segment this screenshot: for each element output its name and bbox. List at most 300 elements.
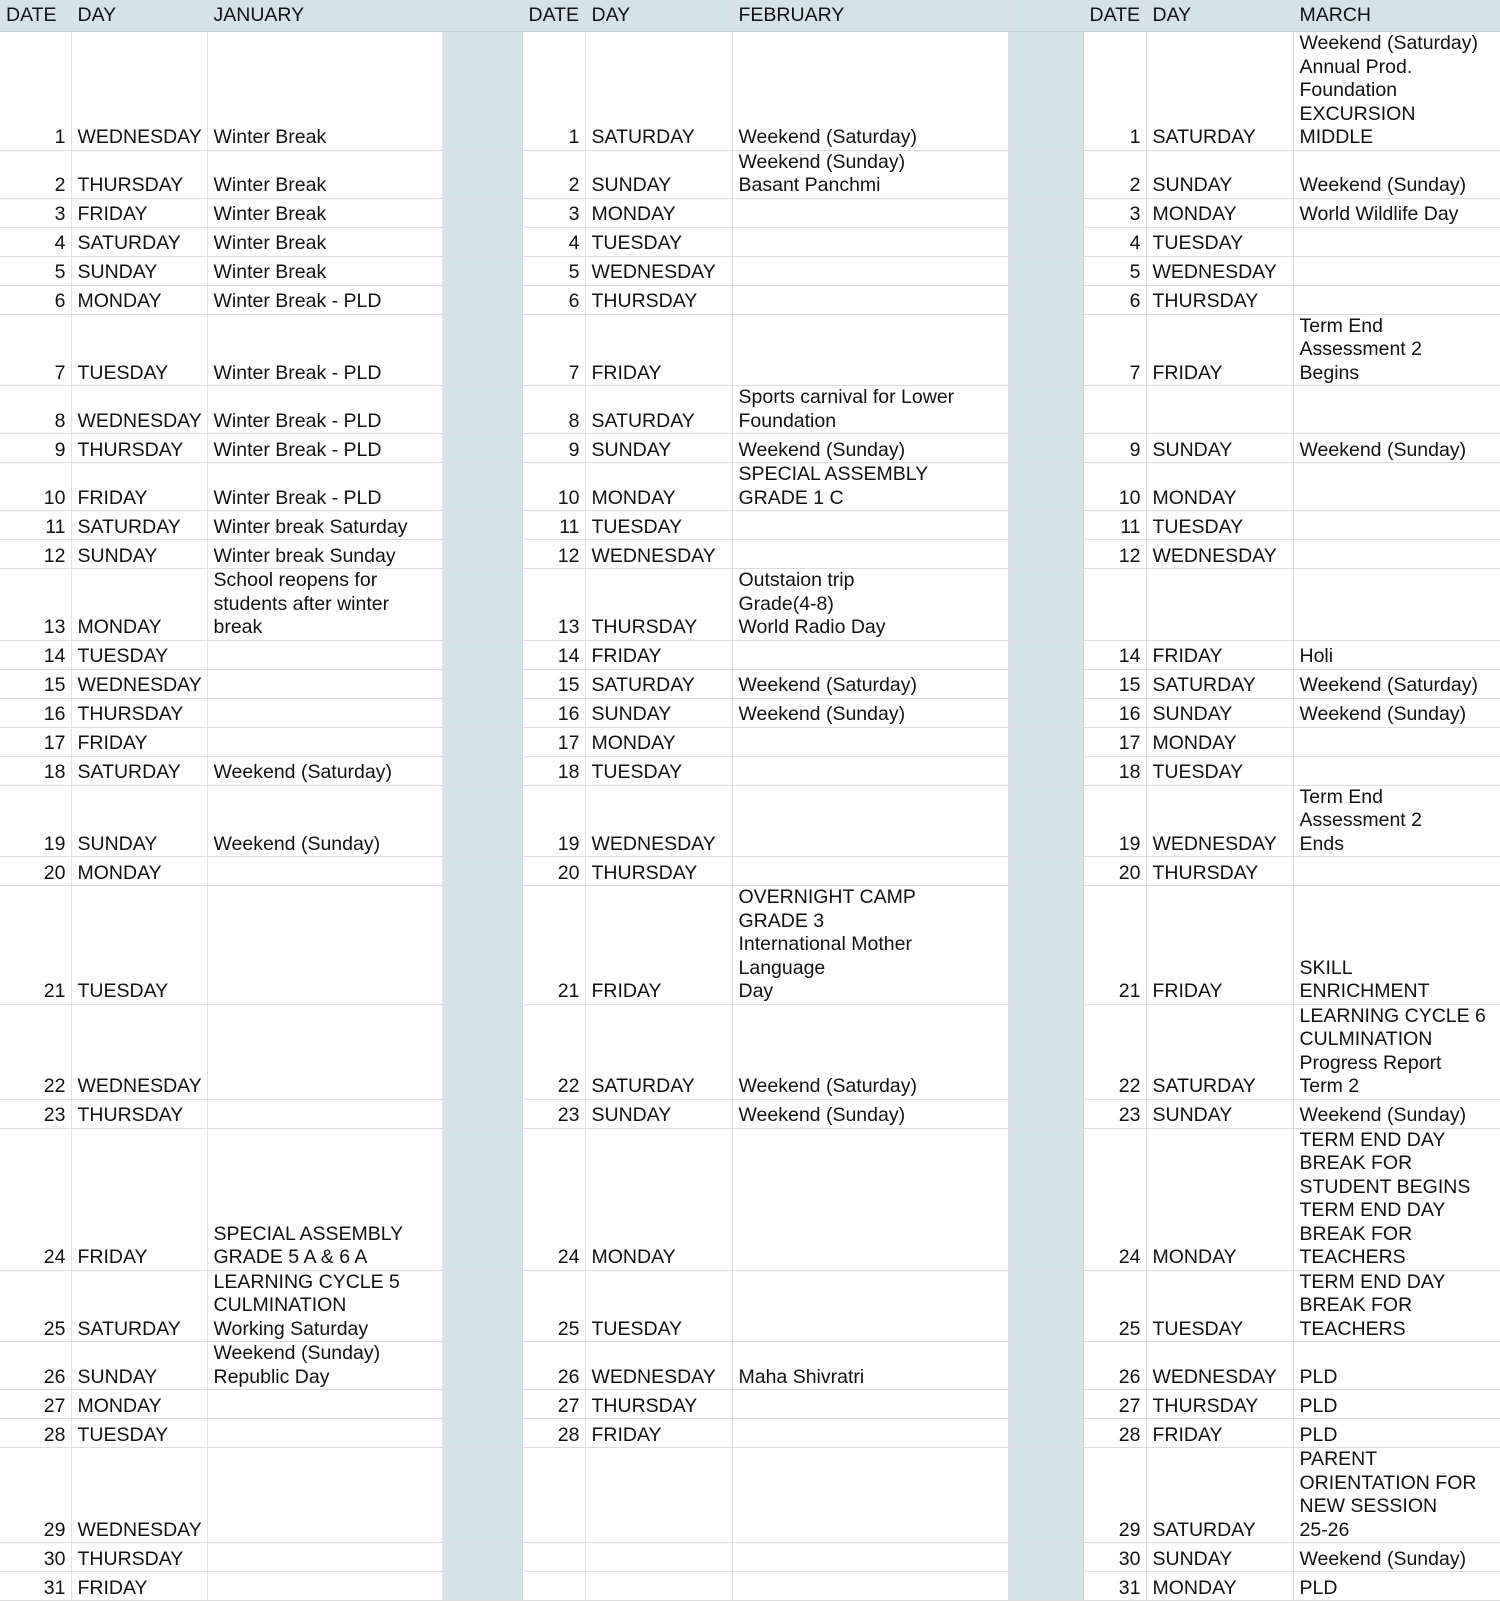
cell-events[interactable]: Winter Break [207,150,442,198]
cell-date[interactable]: 9 [522,434,585,463]
cell-events[interactable] [732,1128,1008,1270]
cell-day[interactable]: MONDAY [71,285,207,314]
cell-day[interactable]: SUNDAY [585,1099,732,1128]
cell-events[interactable] [207,1390,442,1419]
cell-day[interactable]: TUESDAY [1146,756,1293,785]
cell-date[interactable]: 24 [1083,1128,1146,1270]
cell-events[interactable]: Winter Break - PLD [207,463,442,511]
separator-cell[interactable] [442,198,522,227]
cell-day[interactable]: FRIDAY [585,640,732,669]
cell-date[interactable]: 21 [0,886,71,1005]
cell-date[interactable]: 17 [0,727,71,756]
cell-date[interactable]: 29 [1083,1448,1146,1543]
cell-events[interactable] [1293,756,1500,785]
cell-date[interactable]: 4 [1083,227,1146,256]
cell-day[interactable]: THURSDAY [1146,285,1293,314]
cell-events[interactable]: Weekend (Sunday) [1293,698,1500,727]
separator-cell[interactable] [1008,1099,1083,1128]
cell-events[interactable]: Weekend (Saturday) [732,1004,1008,1099]
cell-day[interactable]: MONDAY [1146,463,1293,511]
cell-day[interactable]: MONDAY [71,857,207,886]
separator-cell[interactable] [1008,32,1083,151]
cell-date[interactable]: 27 [522,1390,585,1419]
cell-events[interactable] [1293,727,1500,756]
cell-day[interactable]: MONDAY [1146,1572,1293,1601]
cell-day[interactable]: SATURDAY [1146,669,1293,698]
separator-cell[interactable] [442,434,522,463]
cell-day[interactable] [585,1543,732,1572]
separator-cell[interactable] [1008,886,1083,1005]
cell-events[interactable]: PLD [1293,1342,1500,1390]
cell-date[interactable]: 8 [0,386,71,434]
cell-date[interactable]: 4 [522,227,585,256]
cell-day[interactable]: TUESDAY [585,511,732,540]
cell-date[interactable]: 15 [1083,669,1146,698]
separator-cell[interactable] [1008,150,1083,198]
cell-date[interactable]: 1 [522,32,585,151]
cell-events[interactable]: Winter Break [207,227,442,256]
cell-date[interactable] [522,1543,585,1572]
cell-events[interactable] [732,1270,1008,1342]
cell-day[interactable]: SUNDAY [1146,1543,1293,1572]
cell-day[interactable]: WEDNESDAY [1146,1342,1293,1390]
cell-events[interactable]: SPECIAL ASSEMBLY GRADE 1 C [732,463,1008,511]
cell-day[interactable]: SATURDAY [71,1270,207,1342]
separator-cell[interactable] [442,569,522,641]
cell-day[interactable]: FRIDAY [585,314,732,386]
cell-date[interactable]: 30 [1083,1543,1146,1572]
cell-day[interactable]: THURSDAY [1146,1390,1293,1419]
cell-day[interactable]: TUESDAY [71,886,207,1005]
column-header-events[interactable]: MARCH [1293,0,1500,32]
separator-cell[interactable] [442,1270,522,1342]
column-header-events[interactable]: JANUARY [207,0,442,32]
cell-day[interactable]: THURSDAY [585,1390,732,1419]
cell-day[interactable]: WEDNESDAY [71,32,207,151]
cell-events[interactable]: World Wildlife Day [1293,198,1500,227]
column-header-day[interactable]: DAY [1146,0,1293,32]
cell-day[interactable]: FRIDAY [1146,886,1293,1005]
cell-day[interactable]: THURSDAY [585,857,732,886]
cell-day[interactable]: MONDAY [1146,1128,1293,1270]
cell-date[interactable]: 25 [522,1270,585,1342]
cell-date[interactable]: 6 [1083,285,1146,314]
cell-date[interactable]: 10 [522,463,585,511]
cell-events[interactable]: PLD [1293,1390,1500,1419]
cell-events[interactable] [207,640,442,669]
cell-events[interactable] [207,1543,442,1572]
cell-events[interactable] [207,1099,442,1128]
separator-cell[interactable] [442,640,522,669]
cell-day[interactable]: SATURDAY [585,1004,732,1099]
separator-cell[interactable] [1008,727,1083,756]
separator-cell[interactable] [442,511,522,540]
cell-day[interactable]: TUESDAY [585,1270,732,1342]
cell-events[interactable] [1293,386,1500,434]
cell-events[interactable]: TERM END DAY BREAK FOR TEACHERS [1293,1270,1500,1342]
cell-events[interactable] [1293,256,1500,285]
cell-day[interactable]: FRIDAY [71,1128,207,1270]
separator-cell[interactable] [1008,569,1083,641]
cell-date[interactable]: 12 [0,540,71,569]
cell-day[interactable]: SATURDAY [585,669,732,698]
cell-events[interactable]: Winter Break - PLD [207,314,442,386]
cell-events[interactable] [732,285,1008,314]
cell-date[interactable]: 19 [1083,785,1146,857]
separator-cell[interactable] [1008,1270,1083,1342]
cell-events[interactable]: OVERNIGHT CAMP GRADE 3 International Mother Language Day [732,886,1008,1005]
cell-events[interactable] [207,1448,442,1543]
cell-day[interactable]: SATURDAY [71,511,207,540]
cell-date[interactable]: 14 [1083,640,1146,669]
cell-day[interactable] [585,1572,732,1601]
cell-day[interactable]: TUESDAY [71,640,207,669]
cell-events[interactable] [207,669,442,698]
cell-events[interactable]: Weekend (Sunday) [1293,1543,1500,1572]
cell-day[interactable]: MONDAY [585,1128,732,1270]
cell-date[interactable]: 22 [1083,1004,1146,1099]
cell-events[interactable]: Weekend (Saturday) Annual Prod. Foundation EXCURSION MIDDLE [1293,32,1500,151]
separator-cell[interactable] [1008,1572,1083,1601]
cell-day[interactable]: WEDNESDAY [71,1004,207,1099]
cell-date[interactable]: 11 [522,511,585,540]
cell-date[interactable] [1083,386,1146,434]
cell-day[interactable]: SUNDAY [71,785,207,857]
cell-date[interactable]: 15 [522,669,585,698]
cell-date[interactable]: 18 [0,756,71,785]
separator-cell[interactable] [1008,511,1083,540]
cell-day[interactable]: TUESDAY [1146,227,1293,256]
cell-events[interactable] [1293,511,1500,540]
cell-events[interactable]: LEARNING CYCLE 5 CULMINATION Working Saturday [207,1270,442,1342]
cell-date[interactable]: 1 [1083,32,1146,151]
cell-events[interactable]: Winter break Saturday [207,511,442,540]
cell-day[interactable]: MONDAY [1146,727,1293,756]
separator-cell[interactable] [1008,1419,1083,1448]
cell-day[interactable]: MONDAY [1146,198,1293,227]
column-header-date[interactable]: DATE [522,0,585,32]
cell-events[interactable] [732,198,1008,227]
separator-cell[interactable] [1008,1004,1083,1099]
cell-day[interactable]: MONDAY [71,1390,207,1419]
cell-day[interactable]: SATURDAY [1146,32,1293,151]
cell-date[interactable]: 27 [1083,1390,1146,1419]
cell-day[interactable]: SUNDAY [1146,1099,1293,1128]
cell-date[interactable]: 19 [522,785,585,857]
cell-date[interactable]: 28 [522,1419,585,1448]
cell-day[interactable] [1146,386,1293,434]
cell-date[interactable]: 14 [0,640,71,669]
separator-cell[interactable] [442,698,522,727]
separator-cell[interactable] [442,314,522,386]
cell-day[interactable]: FRIDAY [585,886,732,1005]
separator-cell[interactable] [1008,1448,1083,1543]
separator-cell[interactable] [1008,285,1083,314]
cell-day[interactable]: SUNDAY [585,434,732,463]
cell-date[interactable]: 28 [1083,1419,1146,1448]
cell-events[interactable] [732,1448,1008,1543]
cell-day[interactable]: SUNDAY [71,540,207,569]
cell-day[interactable]: FRIDAY [71,1572,207,1601]
cell-date[interactable]: 22 [522,1004,585,1099]
cell-date[interactable]: 26 [1083,1342,1146,1390]
cell-date[interactable]: 9 [0,434,71,463]
cell-events[interactable]: Sports carnival for Lower Foundation [732,386,1008,434]
cell-events[interactable]: SKILL ENRICHMENT [1293,886,1500,1005]
cell-day[interactable]: TUESDAY [1146,511,1293,540]
cell-events[interactable]: TERM END DAY BREAK FOR STUDENT BEGINS TERM END DAY BREAK FOR TEACHERS [1293,1128,1500,1270]
separator-cell[interactable] [1008,1342,1083,1390]
cell-date[interactable]: 26 [522,1342,585,1390]
cell-date[interactable]: 10 [1083,463,1146,511]
cell-day[interactable]: THURSDAY [585,569,732,641]
cell-date[interactable]: 2 [1083,150,1146,198]
separator-cell[interactable] [442,1572,522,1601]
cell-day[interactable]: TUESDAY [71,1419,207,1448]
cell-events[interactable]: School reopens for students after winter break [207,569,442,641]
cell-day[interactable]: WEDNESDAY [1146,785,1293,857]
separator-cell[interactable] [1008,540,1083,569]
cell-day[interactable]: THURSDAY [71,1099,207,1128]
cell-date[interactable]: 12 [522,540,585,569]
separator-cell[interactable] [1008,386,1083,434]
separator-cell[interactable] [1008,698,1083,727]
separator-cell[interactable] [442,1342,522,1390]
cell-events[interactable] [732,727,1008,756]
cell-events[interactable]: Weekend (Sunday) [732,1099,1008,1128]
cell-date[interactable]: 23 [522,1099,585,1128]
separator-cell[interactable] [442,1448,522,1543]
cell-events[interactable] [732,511,1008,540]
cell-day[interactable]: WEDNESDAY [585,540,732,569]
cell-day[interactable]: WEDNESDAY [585,785,732,857]
cell-day[interactable] [1146,569,1293,641]
cell-date[interactable]: 1 [0,32,71,151]
cell-day[interactable]: SATURDAY [585,32,732,151]
cell-events[interactable]: Weekend (Sunday) [1293,1099,1500,1128]
cell-events[interactable]: Weekend (Saturday) [732,669,1008,698]
cell-events[interactable]: Winter break Sunday [207,540,442,569]
cell-date[interactable]: 2 [522,150,585,198]
cell-date[interactable]: 22 [0,1004,71,1099]
cell-events[interactable]: Weekend (Saturday) [732,32,1008,151]
cell-events[interactable] [1293,540,1500,569]
cell-day[interactable]: SATURDAY [1146,1004,1293,1099]
separator-cell[interactable] [442,1128,522,1270]
cell-events[interactable]: PLD [1293,1572,1500,1601]
cell-events[interactable] [732,1390,1008,1419]
cell-date[interactable]: 5 [522,256,585,285]
cell-day[interactable]: MONDAY [585,463,732,511]
cell-date[interactable]: 17 [1083,727,1146,756]
cell-events[interactable] [207,886,442,1005]
cell-events[interactable] [732,227,1008,256]
separator-header[interactable] [1008,0,1083,32]
cell-day[interactable]: THURSDAY [71,150,207,198]
cell-day[interactable]: SUNDAY [1146,150,1293,198]
cell-day[interactable]: SATURDAY [585,386,732,434]
cell-events[interactable]: SPECIAL ASSEMBLY GRADE 5 A & 6 A [207,1128,442,1270]
cell-events[interactable] [1293,569,1500,641]
cell-events[interactable] [732,756,1008,785]
cell-events[interactable] [207,727,442,756]
cell-events[interactable] [732,640,1008,669]
cell-date[interactable]: 9 [1083,434,1146,463]
cell-day[interactable]: SATURDAY [71,227,207,256]
cell-date[interactable]: 25 [1083,1270,1146,1342]
cell-events[interactable] [732,314,1008,386]
cell-day[interactable]: TUESDAY [585,227,732,256]
cell-events[interactable]: Weekend (Sunday) Basant Panchmi [732,150,1008,198]
cell-events[interactable] [207,1572,442,1601]
cell-events[interactable]: Winter Break - PLD [207,285,442,314]
cell-events[interactable]: Winter Break [207,256,442,285]
cell-date[interactable]: 6 [522,285,585,314]
cell-date[interactable]: 2 [0,150,71,198]
cell-date[interactable]: 5 [0,256,71,285]
separator-cell[interactable] [1008,1390,1083,1419]
cell-day[interactable]: MONDAY [585,198,732,227]
separator-cell[interactable] [442,256,522,285]
cell-events[interactable] [1293,227,1500,256]
cell-day[interactable]: SUNDAY [71,256,207,285]
separator-cell[interactable] [442,857,522,886]
cell-events[interactable]: Winter Break - PLD [207,386,442,434]
cell-date[interactable]: 8 [522,386,585,434]
cell-events[interactable]: Term End Assessment 2 Begins [1293,314,1500,386]
cell-date[interactable]: 5 [1083,256,1146,285]
separator-cell[interactable] [1008,1128,1083,1270]
cell-day[interactable]: WEDNESDAY [1146,540,1293,569]
separator-cell[interactable] [442,1390,522,1419]
cell-day[interactable]: SUNDAY [1146,698,1293,727]
cell-day[interactable]: THURSDAY [585,285,732,314]
cell-date[interactable]: 3 [1083,198,1146,227]
cell-events[interactable] [732,857,1008,886]
cell-date[interactable]: 20 [1083,857,1146,886]
column-header-day[interactable]: DAY [71,0,207,32]
separator-cell[interactable] [442,1004,522,1099]
cell-date[interactable]: 16 [0,698,71,727]
column-header-events[interactable]: FEBRUARY [732,0,1008,32]
cell-date[interactable] [522,1572,585,1601]
separator-cell[interactable] [1008,198,1083,227]
cell-date[interactable]: 7 [1083,314,1146,386]
cell-date[interactable]: 11 [1083,511,1146,540]
separator-cell[interactable] [1008,785,1083,857]
separator-cell[interactable] [442,386,522,434]
cell-day[interactable]: FRIDAY [71,198,207,227]
column-header-date[interactable]: DATE [0,0,71,32]
separator-cell[interactable] [1008,227,1083,256]
cell-events[interactable] [207,857,442,886]
column-header-day[interactable]: DAY [585,0,732,32]
cell-events[interactable] [732,256,1008,285]
cell-events[interactable] [732,1543,1008,1572]
cell-date[interactable]: 17 [522,727,585,756]
cell-day[interactable]: THURSDAY [1146,857,1293,886]
cell-date[interactable]: 14 [522,640,585,669]
cell-date[interactable]: 21 [522,886,585,1005]
cell-date[interactable]: 27 [0,1390,71,1419]
cell-day[interactable]: FRIDAY [71,727,207,756]
separator-cell[interactable] [442,1099,522,1128]
cell-events[interactable] [732,540,1008,569]
cell-day[interactable]: THURSDAY [71,698,207,727]
cell-date[interactable]: 6 [0,285,71,314]
cell-events[interactable]: Weekend (Sunday) [732,698,1008,727]
cell-date[interactable]: 13 [522,569,585,641]
cell-events[interactable]: Weekend (Sunday) [1293,434,1500,463]
cell-date[interactable]: 30 [0,1543,71,1572]
separator-cell[interactable] [442,32,522,151]
separator-cell[interactable] [442,463,522,511]
cell-day[interactable]: WEDNESDAY [71,1448,207,1543]
cell-date[interactable]: 15 [0,669,71,698]
separator-cell[interactable] [1008,640,1083,669]
cell-events[interactable]: Maha Shivratri [732,1342,1008,1390]
cell-day[interactable]: SATURDAY [1146,1448,1293,1543]
cell-day[interactable]: SUNDAY [71,1342,207,1390]
cell-events[interactable]: Holi [1293,640,1500,669]
cell-date[interactable]: 13 [0,569,71,641]
cell-date[interactable]: 31 [0,1572,71,1601]
cell-events[interactable]: Weekend (Sunday) [732,434,1008,463]
cell-date[interactable]: 18 [1083,756,1146,785]
cell-date[interactable]: 16 [522,698,585,727]
cell-date[interactable]: 18 [522,756,585,785]
cell-day[interactable]: SUNDAY [1146,434,1293,463]
cell-events[interactable]: Weekend (Sunday) Republic Day [207,1342,442,1390]
cell-events[interactable] [1293,857,1500,886]
separator-cell[interactable] [442,227,522,256]
separator-cell[interactable] [1008,463,1083,511]
cell-date[interactable]: 24 [0,1128,71,1270]
cell-day[interactable]: THURSDAY [71,434,207,463]
cell-date[interactable]: 7 [522,314,585,386]
cell-day[interactable]: THURSDAY [71,1543,207,1572]
cell-events[interactable]: Term End Assessment 2 Ends [1293,785,1500,857]
cell-events[interactable] [732,1419,1008,1448]
cell-date[interactable] [522,1448,585,1543]
cell-day[interactable]: WEDNESDAY [1146,256,1293,285]
cell-events[interactable] [207,698,442,727]
cell-events[interactable] [732,1572,1008,1601]
cell-date[interactable]: 3 [0,198,71,227]
separator-cell[interactable] [442,727,522,756]
cell-day[interactable]: TUESDAY [585,756,732,785]
cell-day[interactable]: WEDNESDAY [585,1342,732,1390]
cell-date[interactable]: 12 [1083,540,1146,569]
separator-cell[interactable] [442,150,522,198]
cell-day[interactable]: WEDNESDAY [71,386,207,434]
cell-date[interactable]: 16 [1083,698,1146,727]
cell-date[interactable]: 7 [0,314,71,386]
cell-day[interactable]: WEDNESDAY [585,256,732,285]
cell-events[interactable]: Weekend (Sunday) [207,785,442,857]
cell-events[interactable]: Outstaion trip Grade(4-8) World Radio Day [732,569,1008,641]
cell-date[interactable] [1083,569,1146,641]
cell-day[interactable]: FRIDAY [1146,314,1293,386]
cell-date[interactable]: 31 [1083,1572,1146,1601]
cell-day[interactable]: MONDAY [71,569,207,641]
cell-events[interactable]: Weekend (Saturday) [1293,669,1500,698]
separator-cell[interactable] [442,669,522,698]
cell-day[interactable]: SATURDAY [71,756,207,785]
separator-cell[interactable] [1008,434,1083,463]
separator-cell[interactable] [442,540,522,569]
separator-header[interactable] [442,0,522,32]
